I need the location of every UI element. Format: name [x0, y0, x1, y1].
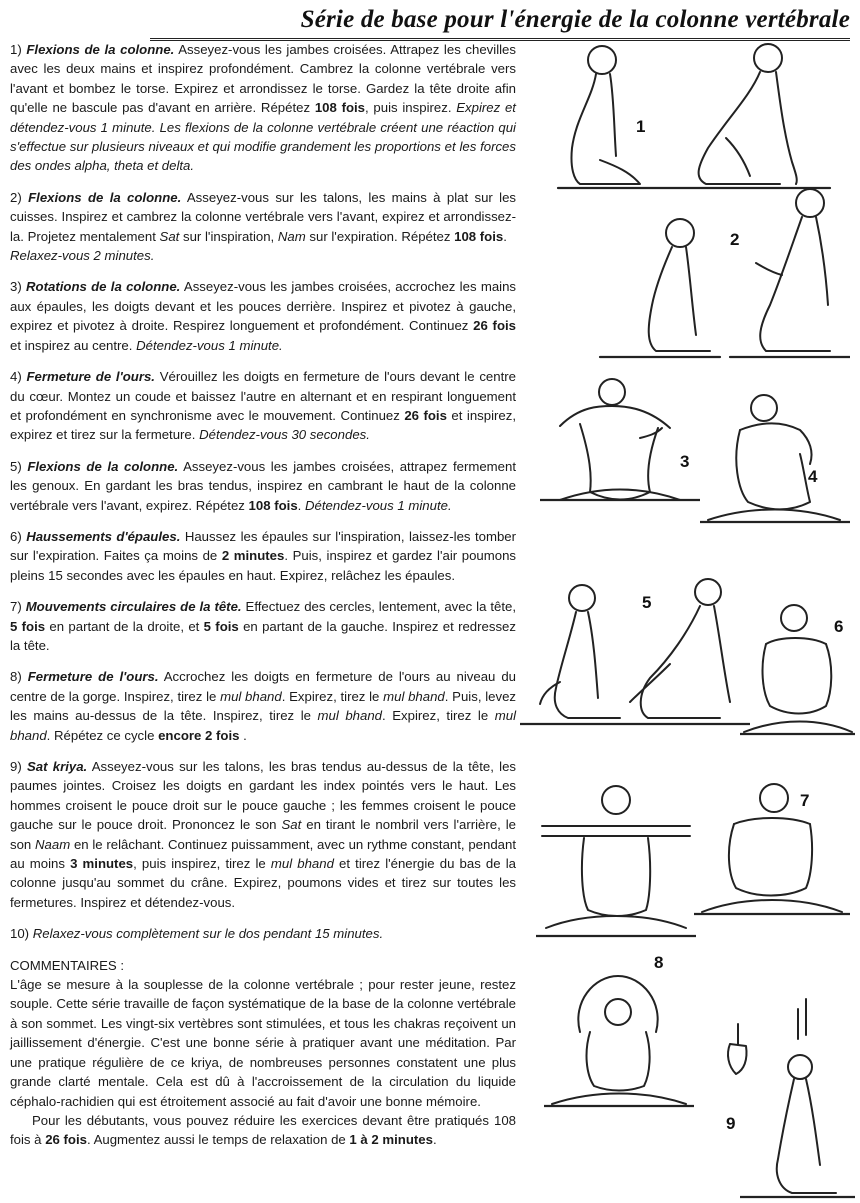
figure-3-number: 3 — [680, 452, 690, 471]
emphasis: 108 fois — [454, 228, 504, 244]
italic-run: mul bhand — [270, 856, 334, 872]
figure-3-drawing — [540, 376, 700, 516]
emphasis: 108 fois — [314, 100, 366, 116]
figure-3-illustration — [540, 376, 700, 516]
figure-6-number: 6 — [834, 617, 844, 636]
exercise-1 — [10, 40, 516, 176]
emphasis: 26 fois — [45, 1132, 87, 1148]
emphasis: 3 minutes — [70, 856, 134, 872]
exercise-text-run: Asseyez-vous sur les talons, les mains à plat sur les cuisses. Inspirez et cambrez la colonne vertébrale vers l'avant, expirez et arrondissez-la. Projetez mentalement — [10, 189, 517, 244]
figure-5-drawing — [520, 578, 750, 738]
exercise-heading: Sat kriya. — [26, 759, 88, 774]
figure-5-illustration — [520, 578, 750, 738]
figure-9-number: 9 — [726, 1114, 736, 1133]
exercise-text-run: . Répétez ce cycle — [46, 727, 159, 743]
italic-run: mul bhand — [383, 688, 445, 704]
comments-beginners — [10, 1111, 516, 1150]
exercise-number: 9) — [10, 759, 27, 774]
figure-9-drawing — [740, 995, 855, 1200]
figure-8-drawing — [544, 962, 694, 1112]
exercise-number: 8) — [10, 669, 28, 685]
figure-7-arms-forward-illustration — [536, 778, 696, 948]
exercise-heading: Flexions de la colonne. — [28, 189, 182, 205]
emphasis: 26 fois — [404, 407, 447, 423]
exercise-text-run: , puis inspirez, tirez le — [133, 856, 271, 872]
italic-run: Nam — [277, 228, 306, 244]
exercise-heading: Fermeture de l'ours. — [27, 669, 159, 685]
italic-run: Détendez-vous 1 minute. — [136, 337, 283, 353]
page-title: Série de base pour l'énergie de la colonne vertébrale — [150, 4, 850, 41]
exercise-text-run: Asseyez-vous les jambes croisées. Attrapez les chevilles avec les deux mains et inspirez profondément. Cambrez la colonne vertébrale vers l'avant et bombez le torse. Expirez et arrondissez le torse. Gardez la tête droite afin qu'elle ne bascule pas d'avant en arrière. Répétez — [10, 42, 516, 116]
italic-run: mul bhand — [10, 708, 516, 743]
exercise-number: 6) — [10, 528, 27, 544]
figure-7-head-circles-illustration — [694, 778, 850, 928]
exercise-text-run: . Expirez, tirez le — [281, 688, 384, 704]
italic-run: Sat — [281, 817, 302, 833]
exercise-7 — [10, 597, 516, 655]
figure-4-number: 4 — [808, 467, 818, 486]
exercise-text-run: Asseyez-vous les jambes croisées, accrochez les mains aux épaules, les doigts devant et les pouces derrière. Inspirez et pivotez à gauche, expirez et pivotez à droite. Respirez longuement et profondément. Continuez — [10, 279, 517, 334]
figure-7-head-circles-drawing — [694, 778, 850, 928]
emphasis: 5 fois — [203, 618, 239, 634]
italic-run: Naam — [35, 836, 71, 852]
exercise-text — [10, 40, 516, 1150]
exercise-text-run: en partant de la droite, et — [45, 618, 204, 634]
exercise-text-run: Effectuez des cercles, lentement, avec la tête, — [241, 599, 517, 615]
exercise-heading: Flexions de la colonne. — [27, 458, 179, 474]
figure-7-arms-forward-drawing — [536, 778, 696, 948]
exercise-number: 4) — [10, 369, 27, 385]
figure-4-illustration — [700, 390, 850, 530]
figure-7-number: 7 — [800, 791, 810, 810]
exercise-text-run: . Puis, levez les mains au-dessus de la tête. Inspirez, tirez le — [10, 688, 516, 724]
exercise-heading: Flexions de la colonne. — [26, 42, 175, 57]
comment-run: . — [432, 1132, 437, 1148]
italic-run: mul bhand — [317, 708, 383, 724]
exercise-text-run: Accrochez les doigts en fermeture de l'ours au niveau du centre de la gorge. Inspirez, tirez le — [10, 669, 517, 704]
figure-2-drawing — [560, 185, 850, 365]
exercise-number: 5) — [10, 458, 28, 474]
italic-run: Relaxez-vous 2 minutes. — [10, 248, 155, 264]
emphasis: 1 à 2 minutes — [349, 1132, 433, 1148]
emphasis: 5 fois — [10, 618, 46, 634]
exercise-text-run: sur l'expiration. Répétez — [305, 228, 455, 244]
exercise-number: 7) — [10, 599, 26, 615]
exercise-text-run: . — [297, 497, 305, 513]
emphasis: encore 2 fois — [158, 727, 240, 743]
figure-1-drawing — [530, 38, 850, 198]
exercise-heading: Haussements d'épaules. — [26, 528, 181, 544]
exercise-5 — [10, 457, 516, 515]
exercise-text-run: en tirant le nombril vers l'arrière, le son — [10, 817, 516, 852]
figure-2-illustration — [560, 185, 850, 365]
exercise-number: 2) — [10, 189, 29, 205]
exercise-heading: Rotations de la colonne. — [26, 279, 181, 295]
exercise-number: 1) — [10, 42, 27, 57]
emphasis: 26 fois — [473, 318, 517, 334]
comment-run: . Augmentez aussi le temps de relaxation de — [86, 1132, 350, 1148]
exercise-text-run: Asseyez-vous sur les talons, les bras tendus au-dessus de la tête, les paumes jointes. Croisez les doigts en gardant les index pointés vers le haut. Les hommes croisent le pouce droit sur le pouce gauche ; les femmes croisent le pouce gauche sur le pouce droit. Prononcez le son — [10, 759, 516, 833]
figure-1-number: 1 — [636, 117, 646, 136]
exercise-text-run: et inspirez au centre. — [10, 337, 137, 353]
exercise-3 — [10, 277, 516, 355]
italic-run: Détendez-vous 1 minute. — [305, 497, 452, 513]
comment-run: Pour les débutants, vous pouvez réduire les exercices devant être pratiqués 108 fois à — [10, 1112, 516, 1148]
figure-1-illustration — [530, 38, 850, 198]
exercise-text-run: , puis inspirez. — [365, 100, 457, 116]
comments-paragraph: L'âge se mesure à la souplesse de la colonne vertébrale ; pour rester jeune, restez souple. Cette série travaille de façon systématique de la base de la colonne vertébrale à son sommet. Les vingt-six vertèbres sont stimulées, et tous les chakras reçoivent un jaillissement d'énergie. C'est une bonne série à pratiquer avant une méditation. Par une pratique régulière de ce kriya, de nombreuses personnes constatent une plus grande clarté mentale. Cela est dû à l'accroissement de la circulation du liquide céphalo-rachidien qui est étroitement associé au fait d'avoir une bonne mémoire. — [10, 977, 516, 1109]
figure-5-number: 5 — [642, 593, 652, 612]
exercise-heading: Mouvements circulaires de la tête. — [25, 599, 242, 615]
exercise-text-run: en partant de la gauche. Inspirez et redressez la tête. — [10, 618, 516, 653]
italic-run: mul bhand — [220, 688, 282, 704]
exercise-text-run: Vérouillez les doigts en fermeture de l'ours devant le centre du cœur. Montez un coude et baissez l'autre en alternant et en respirant longuement et profondément en synchronisme avec le mouvement. Continuez — [10, 369, 516, 423]
figure-4-drawing — [700, 390, 850, 530]
italic-run: Détendez-vous 30 secondes. — [199, 427, 370, 443]
exercise-number: 3) — [10, 279, 27, 295]
exercise-9 — [10, 757, 516, 912]
exercise-6 — [10, 527, 516, 585]
exercise-number: 10) — [10, 926, 33, 942]
exercise-text-run: . — [239, 727, 247, 743]
exercise-8 — [10, 667, 516, 745]
exercise-text-run: . Puis, inspirez et gardez l'air poumons pleins 15 secondes avec les épaules en haut. Expirez, relâchez les épaules. — [10, 548, 517, 583]
exercise-text-run: Asseyez-vous les jambes croisées, attrapez fermement les genoux. En gardant les bras tendus, inspirez en cambrant le haut de la colonne vertébrale vers l'avant, expirez. Répétez — [10, 458, 516, 513]
exercise-text-run: . Expirez, tirez le — [382, 708, 495, 724]
exercise-text-run: Haussez les épaules sur l'inspiration, laissez-les tomber sur l'expiration. Faites ça moins de — [10, 528, 517, 564]
figure-9-illustration — [740, 995, 855, 1200]
exercise-text-run: et tirez l'énergie du bas de la colonne jusqu'au sommet du crâne. Expirez, poumons vides et tirez sur toutes les fermetures. Inspirez et détendez-vous. — [10, 856, 516, 910]
figure-8-number: 8 — [654, 953, 664, 972]
figure-8-illustration — [544, 962, 694, 1112]
italic-run: Expirez et détendez-vous 1 minute. Les flexions de la colonne vertébrale créent une réaction qui s'effectue sur plusieurs niveaux et qui modifie grandement les proportions et les forces des ondes alpha, theta et delta. — [10, 100, 516, 174]
exercise-text-run: et inspirez, expirez et tirez sur la fermeture. — [10, 407, 517, 443]
emphasis: 2 minutes — [221, 548, 285, 564]
italic-run: Relaxez-vous complètement sur le dos pendant 15 minutes. — [32, 926, 384, 942]
italic-run: Sat — [159, 228, 180, 244]
figure-2-number: 2 — [730, 230, 740, 249]
exercise-10 — [10, 924, 516, 943]
exercise-text-run: en le relâchant. Continuez puissamment, avec un rythme constant, pendant au moins — [10, 836, 516, 872]
exercise-text-run: sur l'inspiration, — [179, 228, 278, 244]
emphasis: 108 fois — [248, 497, 298, 513]
comments-title: COMMENTAIRES : — [10, 957, 125, 973]
exercise-4 — [10, 367, 516, 445]
exercise-2 — [10, 188, 516, 266]
exercise-heading: Fermeture de l'ours. — [26, 369, 155, 385]
exercise-text-run: . — [503, 228, 507, 244]
